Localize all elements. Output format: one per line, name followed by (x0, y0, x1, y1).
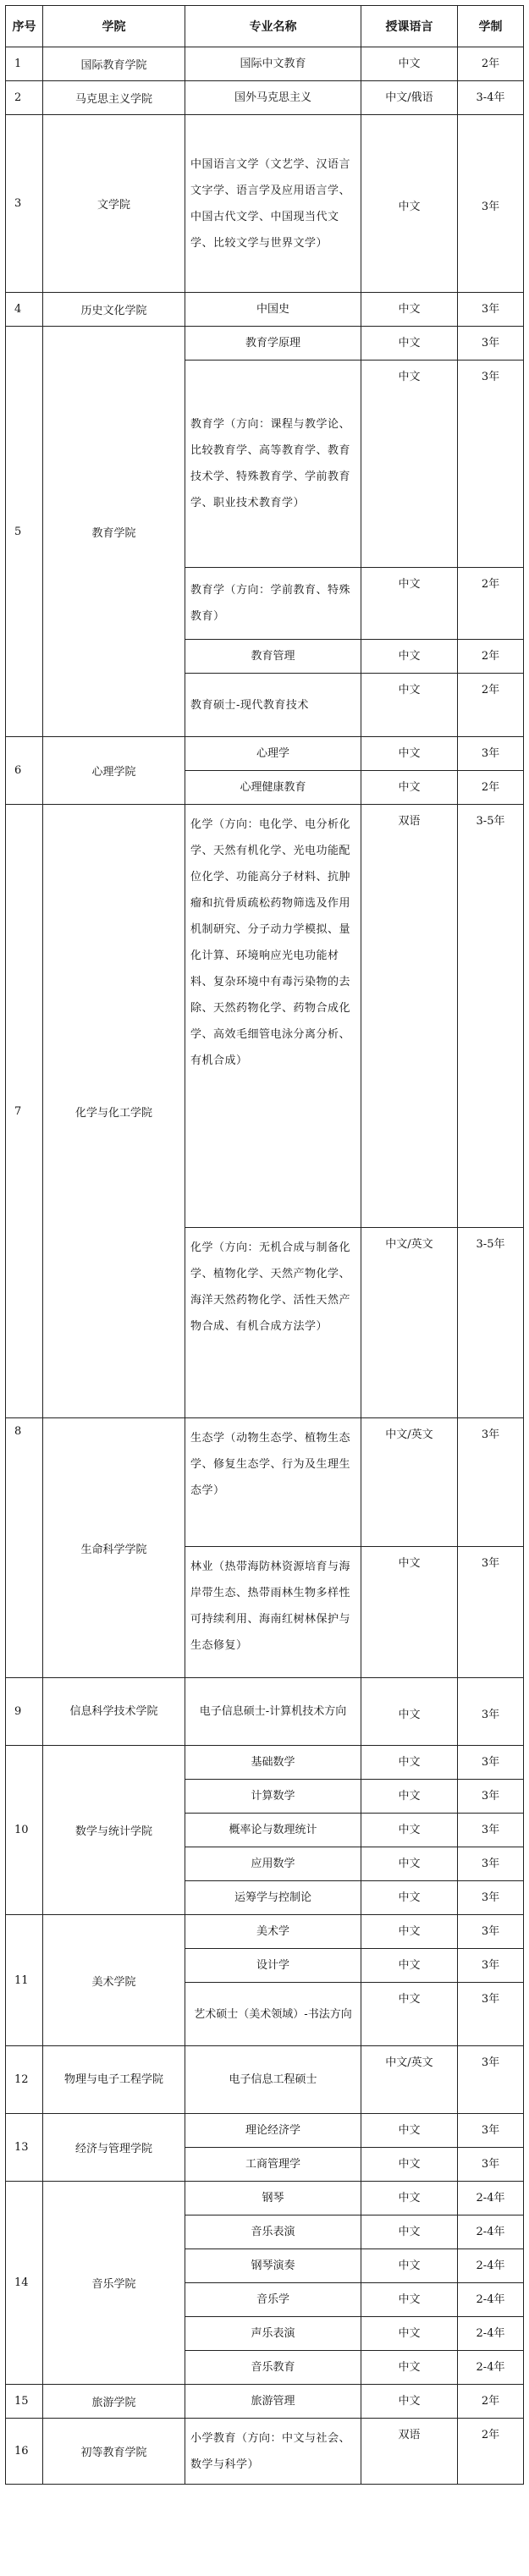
table-row (6, 2182, 524, 2215)
table-row (6, 327, 524, 361)
row-no: 2 (6, 81, 43, 115)
row-years: 3年 (458, 2046, 524, 2114)
row-college: 物理与电子工程学院 (43, 2046, 185, 2114)
row-college: 马克思主义学院 (43, 81, 185, 115)
row-major: 教育学（方向：课程与教学论、比较教育学、高等教育学、教育技术学、特殊教育学、学前教育学、职业技术教育学） (185, 361, 361, 568)
row-years: 2年 (458, 674, 524, 737)
row-years: 3年 (458, 1847, 524, 1881)
row-years: 2-4年 (458, 2249, 524, 2283)
row-language: 中文 (361, 2351, 458, 2385)
row-major: 应用数学 (185, 1847, 361, 1881)
row-major: 声乐表演 (185, 2317, 361, 2351)
row-language: 中文 (361, 2215, 458, 2249)
table-row (6, 1418, 524, 1547)
row-major: 工商管理学 (185, 2148, 361, 2182)
row-years: 3年 (458, 1881, 524, 1915)
row-major: 小学教育（方向：中文与社会、数学与科学） (185, 2419, 361, 2485)
header-language: 授课语言 (361, 6, 458, 47)
table-row (6, 1678, 524, 1746)
row-language: 中文 (361, 2283, 458, 2317)
row-language: 双语 (361, 805, 458, 1228)
table-row (6, 737, 524, 771)
row-language: 中文 (361, 2385, 458, 2419)
program-table (5, 5, 524, 2485)
row-no: 11 (6, 1915, 43, 2046)
header-no: 序号 (6, 6, 43, 47)
row-major: 钢琴演奏 (185, 2249, 361, 2283)
row-years: 2年 (458, 640, 524, 674)
row-no: 14 (6, 2182, 43, 2385)
row-years: 3年 (458, 2114, 524, 2148)
row-major: 音乐学 (185, 2283, 361, 2317)
table-header (6, 6, 524, 47)
row-no: 8 (6, 1418, 43, 1678)
row-major: 心理健康教育 (185, 771, 361, 805)
row-major: 生态学（动物生态学、植物生态学、修复生态学、行为及生理生态学） (185, 1418, 361, 1547)
row-major: 化学（方向：电化学、电分析化学、天然有机化学、光电功能配位化学、功能高分子材料、抗肿瘤和抗骨质疏松药物筛选及作用机制研究、分子动力学模拟、量化计算、环境响应光电功能材料、复杂环境中有毒污染物的去除、天然药物化学、药物合成化学、高效毛细管电泳分离分析、有机合成） (185, 805, 361, 1228)
table-row (6, 1746, 524, 1780)
row-years: 2年 (458, 2419, 524, 2485)
row-language: 中文/俄语 (361, 81, 458, 115)
row-no: 4 (6, 293, 43, 327)
row-college: 美术学院 (43, 1915, 185, 2046)
row-language: 中文 (361, 737, 458, 771)
row-no: 13 (6, 2114, 43, 2182)
row-years: 3年 (458, 1780, 524, 1814)
row-years: 3年 (458, 1678, 524, 1746)
row-language: 中文 (361, 1678, 458, 1746)
row-years: 2年 (458, 568, 524, 640)
table-row (6, 2046, 524, 2114)
row-language: 双语 (361, 2419, 458, 2485)
row-major: 心理学 (185, 737, 361, 771)
row-language: 中文/英文 (361, 1228, 458, 1418)
row-major: 计算数学 (185, 1780, 361, 1814)
table-row (6, 115, 524, 293)
row-major: 钢琴 (185, 2182, 361, 2215)
header-college: 学院 (43, 6, 185, 47)
row-no: 12 (6, 2046, 43, 2114)
table-row (6, 2114, 524, 2148)
row-years: 3-4年 (458, 81, 524, 115)
row-college: 教育学院 (43, 327, 185, 737)
row-years: 3年 (458, 115, 524, 293)
row-years: 3年 (458, 1547, 524, 1678)
row-language: 中文 (361, 293, 458, 327)
row-language: 中文 (361, 2114, 458, 2148)
header-years: 学制 (458, 6, 524, 47)
row-language: 中文 (361, 568, 458, 640)
row-major: 国际中文教育 (185, 47, 361, 81)
row-major: 中国语言文学（文艺学、汉语言文字学、语言学及应用语言学、中国古代文学、中国现当代文学、比较文学与世界文学） (185, 115, 361, 293)
row-years: 2-4年 (458, 2351, 524, 2385)
row-major: 旅游管理 (185, 2385, 361, 2419)
row-major: 理论经济学 (185, 2114, 361, 2148)
row-years: 2年 (458, 2385, 524, 2419)
row-language: 中文 (361, 1780, 458, 1814)
row-major: 美术学 (185, 1915, 361, 1949)
row-years: 3-5年 (458, 805, 524, 1228)
row-years: 2-4年 (458, 2283, 524, 2317)
row-college: 化学与化工学院 (43, 805, 185, 1418)
row-major: 电子信息硕士-计算机技术方向 (185, 1678, 361, 1746)
row-major: 艺术硕士（美术领域）-书法方向 (185, 1983, 361, 2046)
row-language: 中文 (361, 1881, 458, 1915)
row-no: 9 (6, 1678, 43, 1746)
row-college: 数学与统计学院 (43, 1746, 185, 1915)
row-major: 概率论与数理统计 (185, 1814, 361, 1847)
row-language: 中文 (361, 1847, 458, 1881)
row-years: 3年 (458, 1418, 524, 1547)
table-row (6, 1915, 524, 1949)
row-college: 初等教育学院 (43, 2419, 185, 2485)
row-no: 16 (6, 2419, 43, 2485)
row-years: 3-5年 (458, 1228, 524, 1418)
row-language: 中文/英文 (361, 1418, 458, 1547)
row-college: 经济与管理学院 (43, 2114, 185, 2182)
row-language: 中文 (361, 2249, 458, 2283)
row-major: 音乐表演 (185, 2215, 361, 2249)
row-years: 3年 (458, 1915, 524, 1949)
row-major: 基础数学 (185, 1746, 361, 1780)
row-language: 中文 (361, 47, 458, 81)
row-college: 心理学院 (43, 737, 185, 805)
row-major: 设计学 (185, 1949, 361, 1983)
row-college: 信息科学技术学院 (43, 1678, 185, 1746)
row-college: 生命科学学院 (43, 1418, 185, 1678)
row-language: 中文 (361, 1547, 458, 1678)
row-major: 国外马克思主义 (185, 81, 361, 115)
row-years: 3年 (458, 361, 524, 568)
row-years: 3年 (458, 1814, 524, 1847)
row-no: 3 (6, 115, 43, 293)
row-years: 2-4年 (458, 2317, 524, 2351)
row-college: 历史文化学院 (43, 293, 185, 327)
table-row (6, 293, 524, 327)
row-major: 音乐教育 (185, 2351, 361, 2385)
table-row (6, 805, 524, 1228)
row-years: 2年 (458, 47, 524, 81)
row-language: 中文 (361, 1949, 458, 1983)
row-no: 5 (6, 327, 43, 737)
row-years: 3年 (458, 2148, 524, 2182)
row-no: 6 (6, 737, 43, 805)
row-years: 2-4年 (458, 2215, 524, 2249)
row-language: 中文 (361, 2148, 458, 2182)
table-row (6, 81, 524, 115)
row-language: 中文 (361, 771, 458, 805)
row-major: 运筹学与控制论 (185, 1881, 361, 1915)
row-college: 文学院 (43, 115, 185, 293)
row-major: 中国史 (185, 293, 361, 327)
row-no: 1 (6, 47, 43, 81)
table-row (6, 2385, 524, 2419)
row-major: 教育学原理 (185, 327, 361, 361)
row-no: 7 (6, 805, 43, 1418)
row-language: 中文 (361, 327, 458, 361)
row-language: 中文 (361, 1746, 458, 1780)
row-major: 林业（热带海防林资源培育与海岸带生态、热带雨林生物多样性可持续利用、海南红树林保护与生态修复） (185, 1547, 361, 1678)
row-years: 3年 (458, 293, 524, 327)
row-no: 15 (6, 2385, 43, 2419)
row-years: 3年 (458, 1746, 524, 1780)
row-language: 中文 (361, 115, 458, 293)
row-major: 教育管理 (185, 640, 361, 674)
row-major: 电子信息工程硕士 (185, 2046, 361, 2114)
row-college: 音乐学院 (43, 2182, 185, 2385)
row-language: 中文 (361, 1983, 458, 2046)
header-major: 专业名称 (185, 6, 361, 47)
row-no: 10 (6, 1746, 43, 1915)
row-college: 国际教育学院 (43, 47, 185, 81)
row-language: 中文 (361, 1814, 458, 1847)
table-row (6, 47, 524, 81)
row-major: 化学（方向：无机合成与制备化学、植物化学、天然产物化学、海洋天然药物化学、活性天然产物合成、有机合成方法学） (185, 1228, 361, 1418)
row-language: 中文 (361, 2317, 458, 2351)
table-row (6, 2419, 524, 2485)
row-years: 3年 (458, 737, 524, 771)
row-college: 旅游学院 (43, 2385, 185, 2419)
row-language: 中文 (361, 640, 458, 674)
row-years: 3年 (458, 327, 524, 361)
row-major: 教育学（方向：学前教育、特殊教育） (185, 568, 361, 640)
row-years: 2-4年 (458, 2182, 524, 2215)
row-language: 中文/英文 (361, 2046, 458, 2114)
row-years: 3年 (458, 1949, 524, 1983)
row-major: 教育硕士-现代教育技术 (185, 674, 361, 737)
row-language: 中文 (361, 1915, 458, 1949)
row-language: 中文 (361, 2182, 458, 2215)
row-language: 中文 (361, 361, 458, 568)
row-years: 2年 (458, 771, 524, 805)
row-language: 中文 (361, 674, 458, 737)
row-years: 3年 (458, 1983, 524, 2046)
